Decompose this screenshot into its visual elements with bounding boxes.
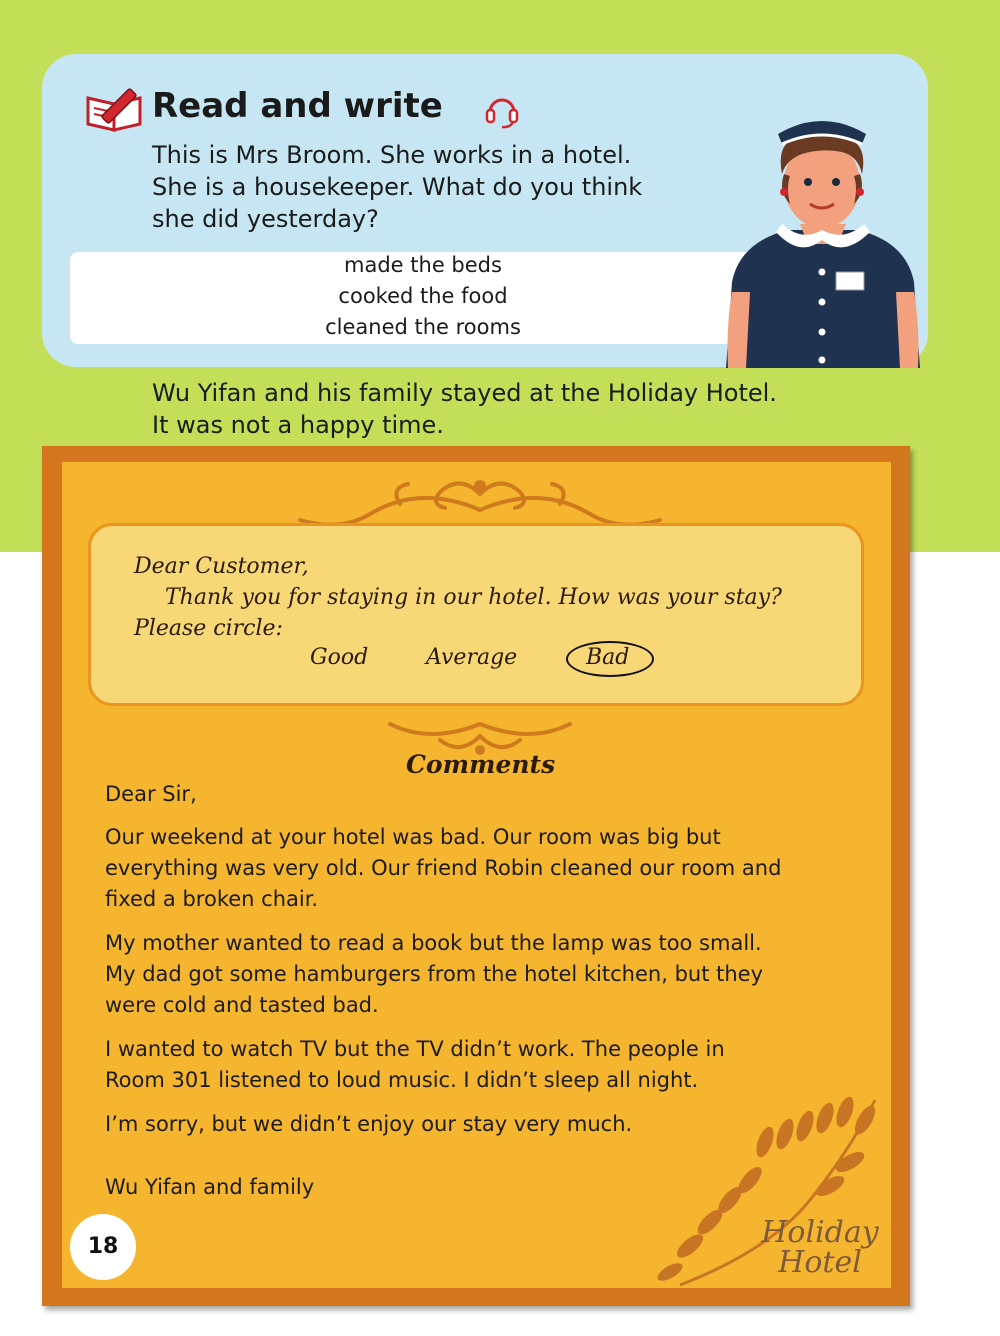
survey-box <box>88 523 864 706</box>
letter-salutation <box>105 779 885 810</box>
paragraph-line: I’m sorry, but we didn’t enjoy our stay very much. <box>105 1112 633 1136</box>
activity-list <box>70 250 776 343</box>
paragraph-line: were cold and tasted bad. <box>105 993 379 1017</box>
survey-greeting: Dear Customer, <box>134 554 309 579</box>
headset-icon <box>482 90 522 130</box>
book-pencil-icon <box>84 84 148 134</box>
letter-paragraph <box>105 1034 885 1096</box>
activity-item: made the beds <box>344 253 502 277</box>
housekeeper-illustration <box>718 112 928 368</box>
activity-item: cooked the food <box>338 284 508 308</box>
intro-line: she did yesterday? <box>152 205 379 233</box>
hotel-logo <box>760 1215 880 1280</box>
survey-option-average[interactable]: Average <box>426 645 518 670</box>
salutation-line: Dear Sir, <box>105 782 197 806</box>
story-intro-line: It was not a happy time. <box>152 411 444 439</box>
paragraph-line: fixed a broken chair. <box>105 887 319 911</box>
paragraph-line: My mother wanted to read a book but the lamp was too small. <box>105 931 762 955</box>
letter-paragraph <box>105 822 885 915</box>
intro-line: She is a housekeeper. What do you think <box>152 173 643 201</box>
paragraph-line: My dad got some hamburgers from the hotel kitchen, but they <box>105 962 764 986</box>
comments-heading: Comments <box>406 750 556 779</box>
paragraph-line: Room 301 listened to loud music. I didn’t sleep all night. <box>105 1068 699 1092</box>
survey-option-bad[interactable]: Bad <box>586 645 630 670</box>
survey-question: Thank you for staying in our hotel. How was your stay? <box>165 585 782 610</box>
paragraph-line: everything was very old. Our friend Robin cleaned our room and <box>105 856 782 880</box>
intro-line: This is Mrs Broom. She works in a hotel. <box>152 141 632 169</box>
letter-paragraph <box>105 928 885 1021</box>
hotel-logo-line: Holiday <box>761 1215 879 1250</box>
signature-line: Wu Yifan and family <box>105 1175 315 1199</box>
hotel-logo-line: Hotel <box>778 1245 862 1280</box>
intro-text <box>152 139 752 235</box>
survey-prompt: Please circle: <box>134 616 283 641</box>
activity-item: cleaned the rooms <box>325 315 521 339</box>
story-intro <box>152 377 952 441</box>
page-number: 18 <box>70 1214 136 1280</box>
paragraph-line: Our weekend at your hotel was bad. Our room was big but <box>105 825 721 849</box>
section-title: Read and write <box>152 86 443 126</box>
survey-option-good[interactable]: Good <box>310 645 369 670</box>
paragraph-line: I wanted to watch TV but the TV didn’t work. The people in <box>105 1037 725 1061</box>
story-intro-line: Wu Yifan and his family stayed at the Holiday Hotel. <box>152 379 777 407</box>
